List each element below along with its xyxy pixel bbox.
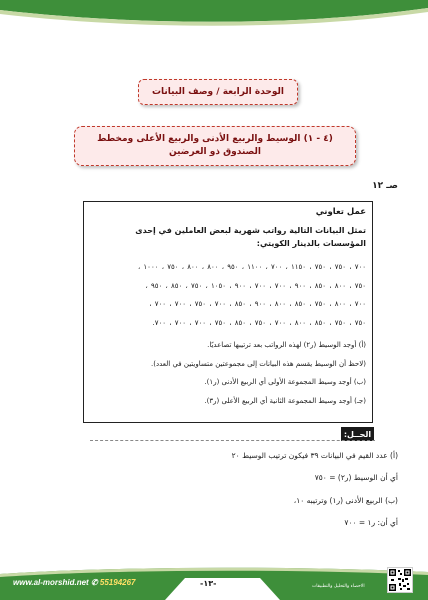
data-row: ٧٠٠ ، ٧٥٠ ، ٧٥٠ ، ١١٥٠ ، ٧٠٠ ، ١١٠٠ ، ٩٥٠ ، ٨٠٠ ، ٨٠٠ ، ٧٥٠ ، ١٠٠٠ ، [137, 263, 366, 271]
solution-divider [90, 440, 375, 441]
solution-line: أي أن الوسيط (ر٢) = ٧٥٠ [314, 473, 398, 482]
exercise-item-c: (جـ) أوجد وسيط المجموعة الثانية أي الربيع الأعلى (ر٣). [204, 396, 366, 405]
solution-line: (أ) عدد القيم في البيانات ٣٩ فيكون ترتيب الوسيط ٢٠ [231, 451, 398, 460]
salary-data [90, 258, 366, 332]
exercise-note: (لاحظ أن الوسيط يقسم هذه البيانات إلى مجموعتين متساويتين في العدد). [151, 359, 366, 368]
solution-heading: الحــل: [341, 427, 374, 441]
footer-subject: الاحصاء والتحليل والتطبيقات [312, 584, 365, 589]
solution-line: أي أن: ر١ = ٧٠٠ [344, 518, 398, 527]
page-number: -١٣- [200, 579, 217, 588]
qr-code-icon[interactable] [387, 567, 413, 593]
data-row: ٧٥٠ ، ٨٠٠ ، ٨٥٠ ، ٩٠٠ ، ٧٠٠ ، ٧٠٠ ، ٩٠٠ ، ١٠٥٠ ، ٧٥٠ ، ٨٥٠ ، ٩٥٠ ، [145, 281, 366, 290]
phone-icon: ✆ [90, 578, 98, 587]
data-row: ٧٠٠ ، ٨٠٠ ، ٧٥٠ ، ٨٥٠ ، ٨٠٠ ، ٩٠٠ ، ٨٥٠ ، ٧٠٠ ، ٧٥٠ ، ٧٠٠ ، ٧٠٠ ، [149, 300, 366, 308]
page-reference: صـ ١٢ [372, 181, 398, 191]
exercise-item-a: (أ) أوجد الوسيط (ر٢) لهذه الرواتب بعد ترتيبها تصاعديًا. [207, 341, 366, 349]
exercise-box [83, 201, 373, 423]
solution-line: (ب) الربيع الأدنى (ر١) وترتيبه ١٠، [293, 496, 398, 505]
data-row: ٧٥٠ ، ٧٥٠ ، ٨٥٠ ، ٨٠٠ ، ٧٠٠ ، ٧٥٠ ، ٨٥٠ ، ٧٥٠ ، ٧٠٠ ، ٧٠٠ ، ٧٠٠. [152, 318, 366, 327]
exercise-intro: تمثل البيانات التالية رواتب شهرية لبعض العاملين في إحدى المؤسسات بالدينار الكويتي: [135, 226, 366, 248]
website-url[interactable]: www.al-morshid.net [13, 578, 89, 587]
unit-title: الوحدة الرابعة / وصف البيانات [138, 79, 298, 105]
lesson-title: (٤ - ١) الوسيط والربيع الأدنى والربيع الأعلى ومخطط الصندوق ذو العرضين [74, 126, 356, 166]
phone-number: 55194267 [99, 578, 136, 587]
footer-website[interactable] [13, 578, 135, 587]
header-decoration [0, 0, 428, 30]
exercise-heading: عمل تعاوني [315, 207, 366, 217]
exercise-item-b: (ب) أوجد وسيط المجموعة الأولى أي الربيع الأدنى (ر١). [204, 378, 366, 386]
